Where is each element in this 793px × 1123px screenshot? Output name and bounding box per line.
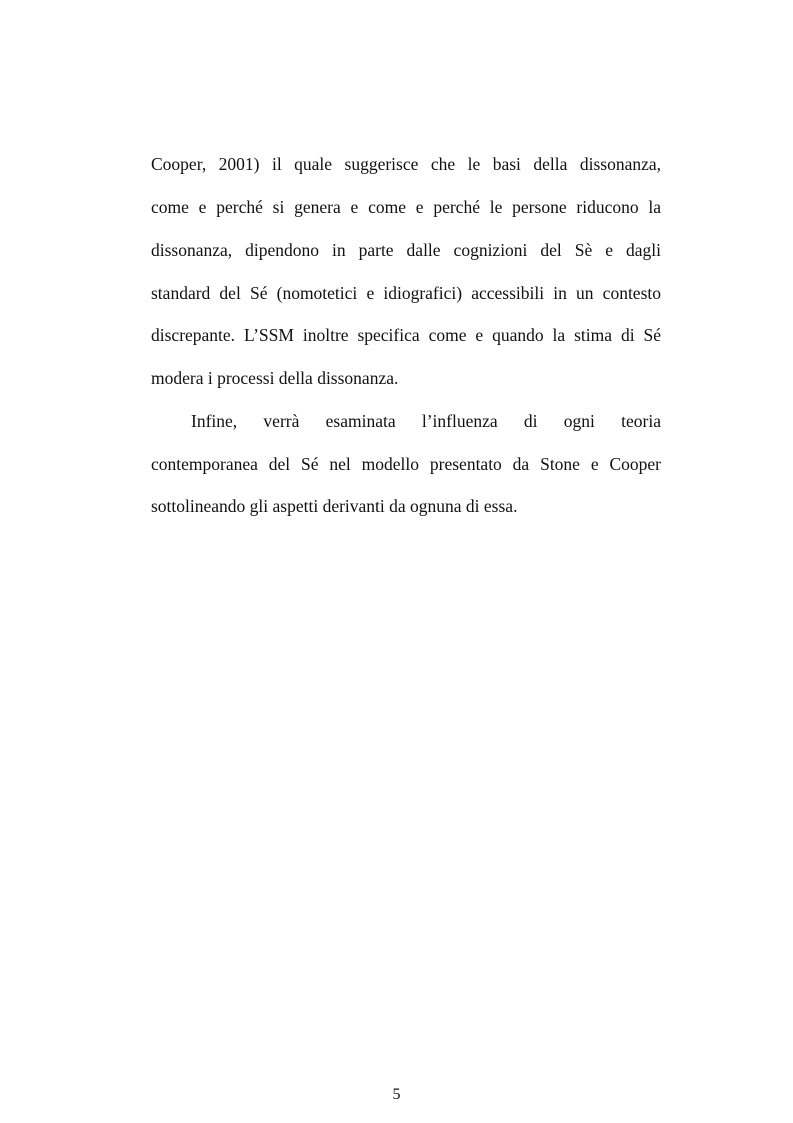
text-line: modera i processi della dissonanza.	[151, 368, 399, 388]
text-line: Infine, verrà esaminata l’influenza di ogni teoria	[191, 411, 661, 431]
text-line: discrepante. L’SSM inoltre specifica come e quando la stima di Sé	[151, 325, 661, 345]
text-line: dissonanza, dipendono in parte dalle cognizioni del Sè e dagli	[151, 240, 661, 260]
text-line: come e perché si genera e come e perché le persone riducono la	[151, 197, 661, 217]
text-line: contemporanea del Sé nel modello presentato da Stone e Cooper	[151, 454, 661, 474]
text-line: sottolineando gli aspetti derivanti da ognuna di essa.	[151, 496, 518, 516]
text-line: Cooper, 2001) il quale suggerisce che le basi della dissonanza,	[151, 154, 661, 174]
text-line: standard del Sé (nomotetici e idiografici) accessibili in un contesto	[151, 283, 661, 303]
page-number: 5	[392, 1086, 401, 1103]
